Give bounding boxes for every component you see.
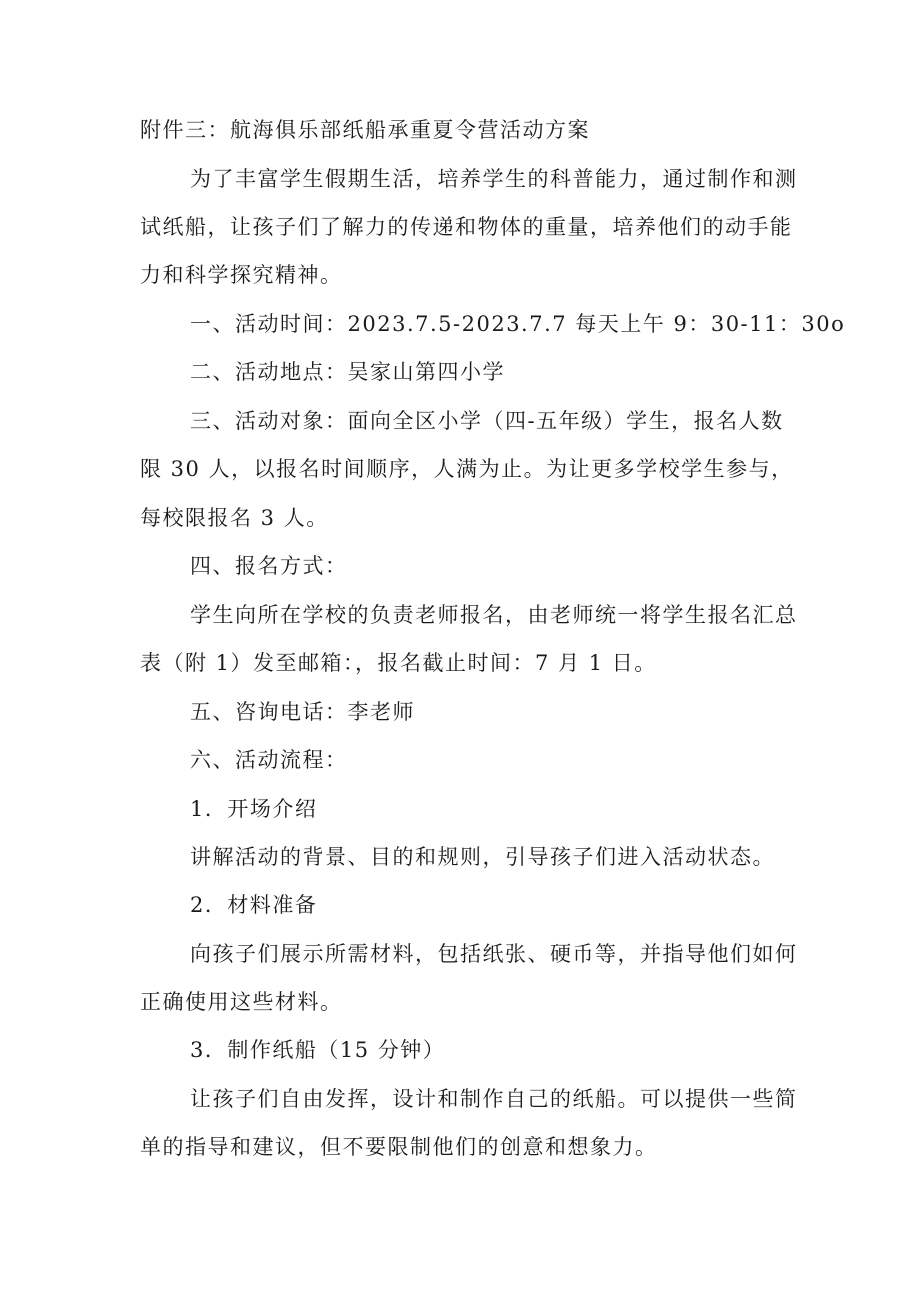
step2-text-line-2: 正确使用这些材料。	[140, 990, 343, 1014]
step3-text-line-1: 让孩子们自由发挥，设计和制作自己的纸船。可以提供一些简	[190, 1087, 798, 1111]
document-title: 附件三：航海俱乐部纸船承重夏令营活动方案	[140, 118, 590, 142]
intro-line-2: 试纸船，让孩子们了解力的传递和物体的重量，培养他们的动手能	[140, 215, 793, 239]
step1-title: 1．开场介绍	[190, 797, 318, 821]
intro-line-1: 为了丰富学生假期生活，培养学生的科普能力，通过制作和测	[190, 167, 798, 191]
activity-target-line-3: 每校限报名 3 人。	[140, 506, 329, 530]
signup-heading: 四、报名方式：	[190, 554, 348, 578]
contact-line: 五、咨询电话：李老师	[190, 700, 415, 724]
process-heading: 六、活动流程：	[190, 748, 348, 772]
activity-time: 一、活动时间：2023.7.5-2023.7.7 每天上午 9：30-11：30o	[190, 312, 846, 336]
step2-text-line-1: 向孩子们展示所需材料，包括纸张、硬币等，并指导他们如何	[190, 942, 798, 966]
activity-target-line-2: 限 30 人，以报名时间顺序，人满为止。为让更多学校学生参与，	[140, 457, 794, 481]
step3-text-line-2: 单的指导和建议，但不要限制他们的创意和想象力。	[140, 1135, 658, 1159]
step1-text: 讲解活动的背景、目的和规则，引导孩子们进入活动状态。	[190, 845, 775, 869]
activity-target-line-1: 三、活动对象：面向全区小学（四-五年级）学生，报名人数	[190, 409, 784, 433]
step2-title: 2．材料准备	[190, 893, 318, 917]
signup-line-1: 学生向所在学校的负责老师报名，由老师统一将学生报名汇总	[190, 603, 798, 627]
signup-line-2: 表（附 1）发至邮箱：，报名截止时间：7 月 1 日。	[140, 651, 657, 675]
activity-location: 二、活动地点：吴家山第四小学	[190, 360, 505, 384]
step3-title: 3．制作纸船（15 分钟）	[190, 1038, 446, 1062]
intro-line-3: 力和科学探究精神。	[140, 263, 343, 287]
